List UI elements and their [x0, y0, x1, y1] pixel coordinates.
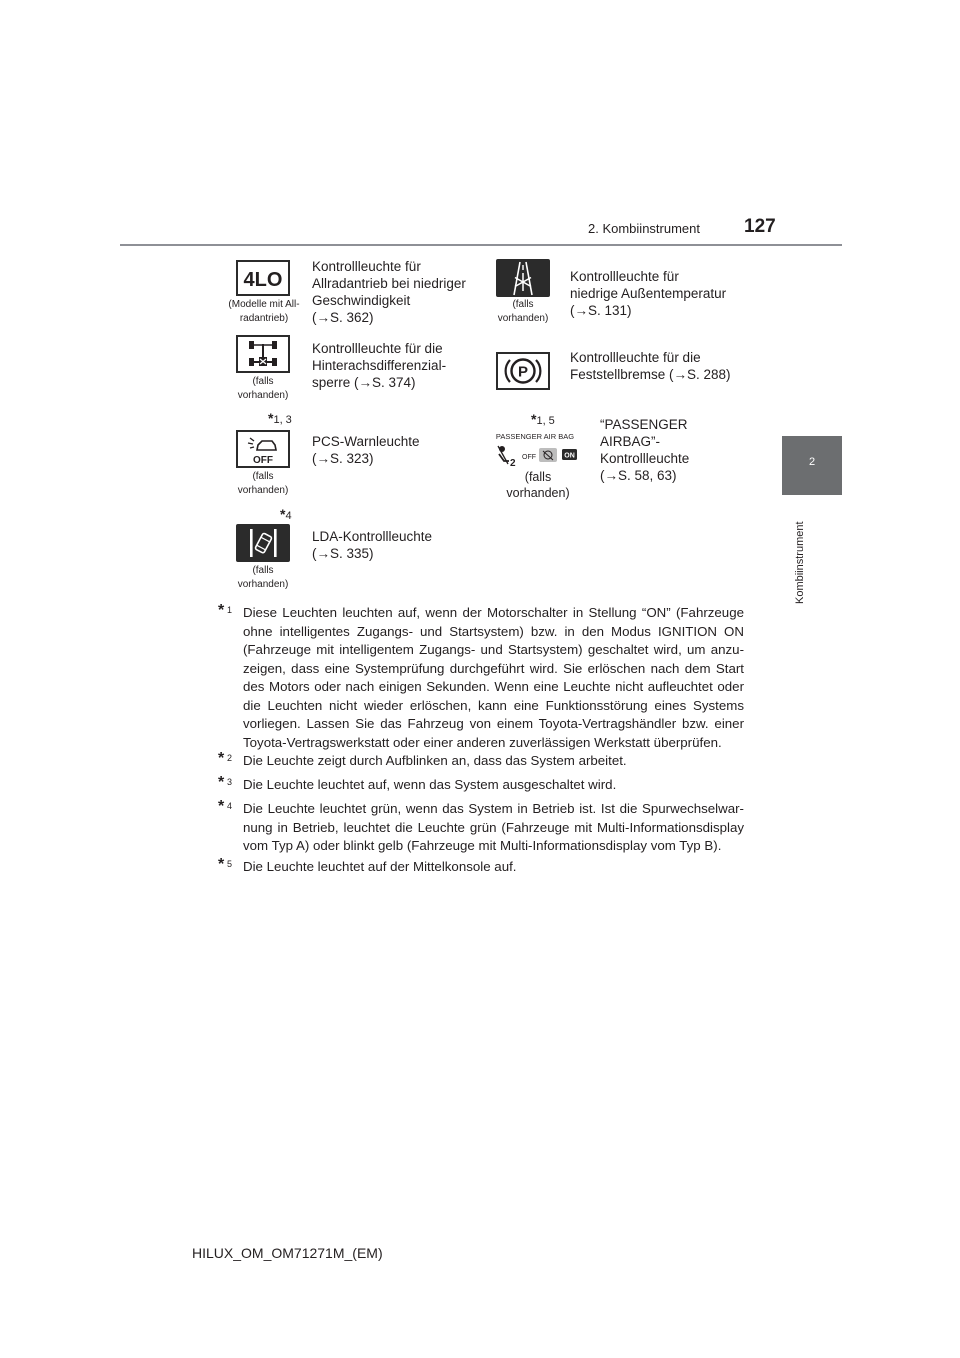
indicator-caption: (falls vorhanden): [237, 471, 289, 496]
indicator-description: Kontrollleuchte für die Hinterachsdifferenzial- sperre (→S. 374): [312, 341, 447, 390]
footnote-text: Die Leuchte leuchtet auf der Mittelkonsole auf.: [243, 859, 517, 874]
footnote: [218, 752, 744, 771]
footnote-mark: *: [218, 798, 225, 815]
passenger-airbag-icon: [495, 430, 581, 470]
section-title: 2. Kombiinstrument: [588, 221, 700, 236]
indicator-caption: (Modelle mit All- radantrieb): [228, 299, 300, 324]
footnote-reference: *4: [280, 506, 292, 522]
footnote-mark: *: [218, 774, 225, 791]
page-number: 127: [744, 216, 776, 237]
footnote-number: 2: [227, 753, 233, 763]
indicator-description: Kontrollleuchte für niedrige Außentemperatur (→S. 131): [570, 269, 727, 318]
footnote-text: Diese Leuchten leuchten auf, wenn der Motorschalter in Stellung “ON” (Fahrzeuge ohne intelligentes Zugangs- und Startsystem) bzw. in den Modus IGNITION ON (Fahrzeuge mit intelligentem Zugangs- und Startsystem) geschaltet wird, um anzu-zeigen, dass eine Systemprüfung durchgeführt wird. Sie erlöschen nach dem Start des Motors oder nach einigen Sekunden. Wenn eine Leuchte nicht aufleuchtet oder die Leuchten nicht wieder erlöschen, kann eine Funktionsstörung eines Systems vorliegen. Lassen Sie das Fahrzeug von einem Toyota-Vertragshändler bzw. einer Toyota-Vertragswerkstatt oder einer anderen zuverlässigen Werkstatt überprüfen.: [243, 605, 744, 750]
footnote-number: 1: [227, 605, 233, 615]
footnote: [218, 604, 744, 752]
footnote-reference: *1, 3: [268, 410, 292, 426]
indicator-caption: (falls vorhanden): [237, 565, 289, 590]
header-divider: [120, 244, 842, 246]
indicator-description: Kontrollleuchte für die Feststellbremse (→S. 288): [570, 350, 731, 382]
svg-text:P: P: [517, 363, 529, 381]
chapter-number: 2: [808, 456, 816, 468]
footnote-text: Die Leuchte leuchtet auf, wenn das System ausgeschaltet wird.: [243, 777, 617, 792]
chapter-label: Kombiinstrument: [794, 521, 806, 604]
chapter-label-container: [794, 508, 810, 608]
indicator-description: PCS-Warnleuchte (→S. 323): [312, 434, 420, 466]
airbag-on-label: ON: [564, 452, 575, 460]
4lo-icon-text: 4LO: [243, 269, 283, 291]
indicator-description: LDA-Kontrollleuchte (→S. 335): [312, 529, 433, 561]
pcs-off-icon: [236, 430, 290, 468]
chapter-tab: [782, 436, 842, 495]
footnote-number: 4: [227, 801, 233, 811]
airbag-off-label: OFF: [522, 454, 536, 461]
footnote-number: 3: [227, 777, 233, 787]
indicator-caption: (falls vorhanden): [237, 376, 289, 401]
document-code: HILUX_OM_OM71271M_(EM): [192, 1245, 383, 1261]
footnote: [218, 858, 744, 877]
footnote: [218, 776, 744, 795]
indicator-caption: (falls vorhanden): [497, 299, 549, 324]
svg-text:2: 2: [510, 458, 516, 469]
airbag-icon-label: PASSENGER AIR BAG: [495, 432, 575, 441]
footnote: [218, 800, 744, 856]
pcs-off-icon-text: OFF: [253, 455, 273, 466]
footnote-mark: *: [218, 856, 225, 873]
indicator-caption: (falls vorhanden): [506, 470, 570, 500]
footnote-text: Die Leuchte leuchtet grün, wenn das System in Betrieb ist. Ist die Spurwechselwar-nung in Betrieb, leuchtet die Leuchte grün (Fahrzeuge mit Multi-Informationsdisplay vom Typ A) oder blinkt gelb (Fahrzeuge mit Multi-Informationsdisplay vom Typ B).: [243, 801, 744, 853]
footnote-mark: *: [218, 750, 225, 767]
indicator-description: “PASSENGER AIRBAG”- Kontrollleuchte (→S. 58, 63): [600, 417, 690, 483]
4lo-icon: [236, 260, 290, 296]
rear-diff-lock-icon: [236, 335, 290, 373]
road-frost-icon: [496, 259, 550, 297]
footnote-mark: *: [218, 602, 225, 619]
footnote-reference: *1, 5: [531, 411, 555, 427]
footnote-number: 5: [227, 859, 233, 869]
lda-icon: [236, 524, 290, 562]
parking-brake-icon: [496, 352, 550, 390]
footnote-text: Die Leuchte zeigt durch Aufblinken an, dass das System arbeitet.: [243, 753, 627, 768]
indicator-description: Kontrollleuchte für Allradantrieb bei niedriger Geschwindigkeit (→S. 362): [312, 259, 466, 325]
